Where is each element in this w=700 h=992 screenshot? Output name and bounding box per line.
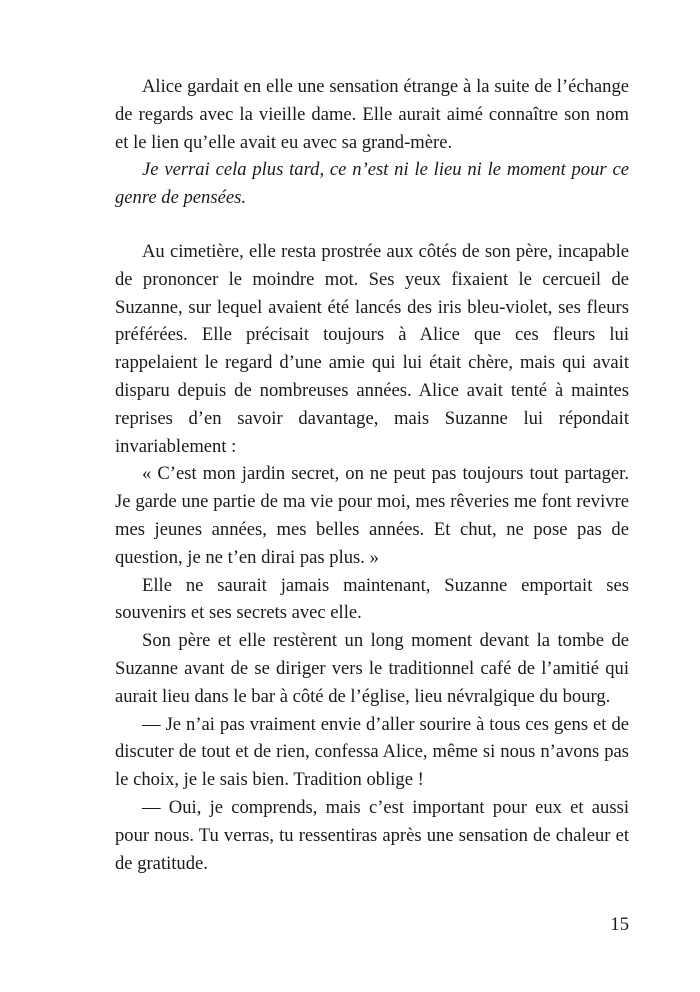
paragraph-1: Alice gardait en elle une sensation étrange à la suite de l’échange de regards avec la vieille dame. Elle aurait aimé connaître son nom et le lien qu’elle avait eu avec sa grand-mère. xyxy=(115,76,629,153)
body-text xyxy=(115,73,629,877)
paragraph-8-dialogue: — Oui, je comprends, mais c’est important pour eux et aussi pour nous. Tu verras, tu ressentiras après une sensation de chaleur et de gratitude. xyxy=(115,796,629,874)
paragraph-5: Elle ne saurait jamais maintenant, Suzanne emportait ses souvenirs et ses secrets avec elle. xyxy=(115,574,629,624)
paragraph-3: Au cimetière, elle resta prostrée aux côtés de son père, incapable de prononcer le moindre mot. Ses yeux fixaient le cercueil de Suzanne, sur lequel avaient été lancés des iris bleu-violet, ses fleurs préférées. Elle précisait toujours à Alice que ces fleurs lui rappelaient le regard d’une amie qui lui était chère, mais qui avait disparu depuis de nombreuses années. Alice avait tenté à maintes reprises d’en savoir davantage, mais Suzanne lui répondait invariablement : xyxy=(115,240,629,457)
paragraph-2-italic-thought: Je verrai cela plus tard, ce n’est ni le lieu ni le moment pour ce genre de pensées. xyxy=(115,159,629,209)
paragraph-4-quote: « C’est mon jardin secret, on ne peut pas toujours tout partager. Je garde une partie de ma vie pour moi, mes rêveries me font revivre mes jeunes années, mes belles années. Et chut, ne pose pas de question, je ne t’en dirai pas plus. » xyxy=(115,463,629,568)
paragraph-7-dialogue: — Je n’ai pas vraiment envie d’aller sourire à tous ces gens et de discuter de tout et de rien, confessa Alice, même si nous n’avons pas le choix, je le sais bien. Tradition oblige ! xyxy=(115,713,629,791)
paragraph-6: Son père et elle restèrent un long moment devant la tombe de Suzanne avant de se diriger vers le traditionnel café de l’amitié qui aurait lieu dans le bar à côté de l’église, lieu névralgique du bourg. xyxy=(115,630,629,707)
page-number: 15 xyxy=(610,914,629,935)
